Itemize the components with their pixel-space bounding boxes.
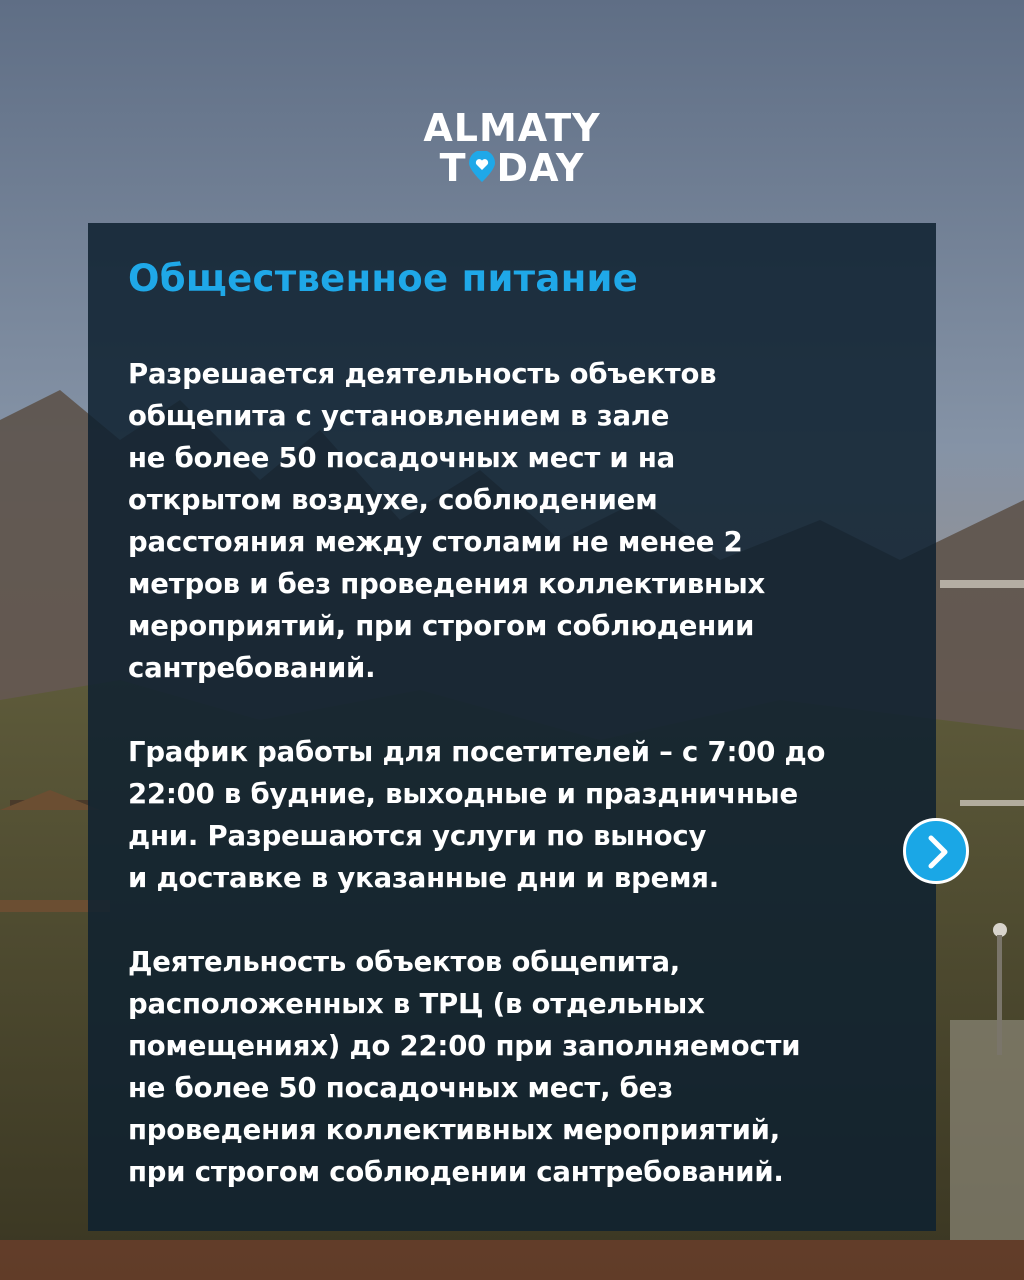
info-card bbox=[88, 223, 936, 1231]
card-title: Общественное питание bbox=[128, 257, 639, 300]
logo-line-2-suffix: DAY bbox=[496, 146, 585, 190]
paragraph-mall-catering: Деятельность объектов общепита, расположенных в ТРЦ (в отдельных помещениях) до 22:00 при заполняемости не более 50 посадочных мест, без проведения коллективных мероприятий, при строгом соблюдении сантребований. bbox=[128, 946, 801, 1188]
almaty-today-logo bbox=[0, 108, 1024, 188]
paragraph-catering-rules: Разрешается деятельность объектов общепита с установлением в зале не более 50 посадочных мест и на открытом воздухе, соблюдением расстояния между столами не менее 2 метров и без проведения коллективных мероприятий, при строгом соблюдении сантребований. bbox=[128, 358, 766, 684]
paragraph-working-hours: График работы для посетителей – с 7:00 до 22:00 в будние, выходные и праздничные дни. Разрешаются услуги по выносу и доставке в указанные дни и время. bbox=[128, 736, 826, 894]
chevron-right-icon bbox=[921, 834, 953, 870]
location-pin-heart-icon bbox=[467, 150, 497, 180]
next-slide-button[interactable] bbox=[903, 818, 969, 884]
logo-line-1: ALMATY bbox=[423, 106, 601, 150]
logo-line-2-prefix: T bbox=[439, 146, 467, 190]
logo-line-2 bbox=[0, 148, 1024, 188]
